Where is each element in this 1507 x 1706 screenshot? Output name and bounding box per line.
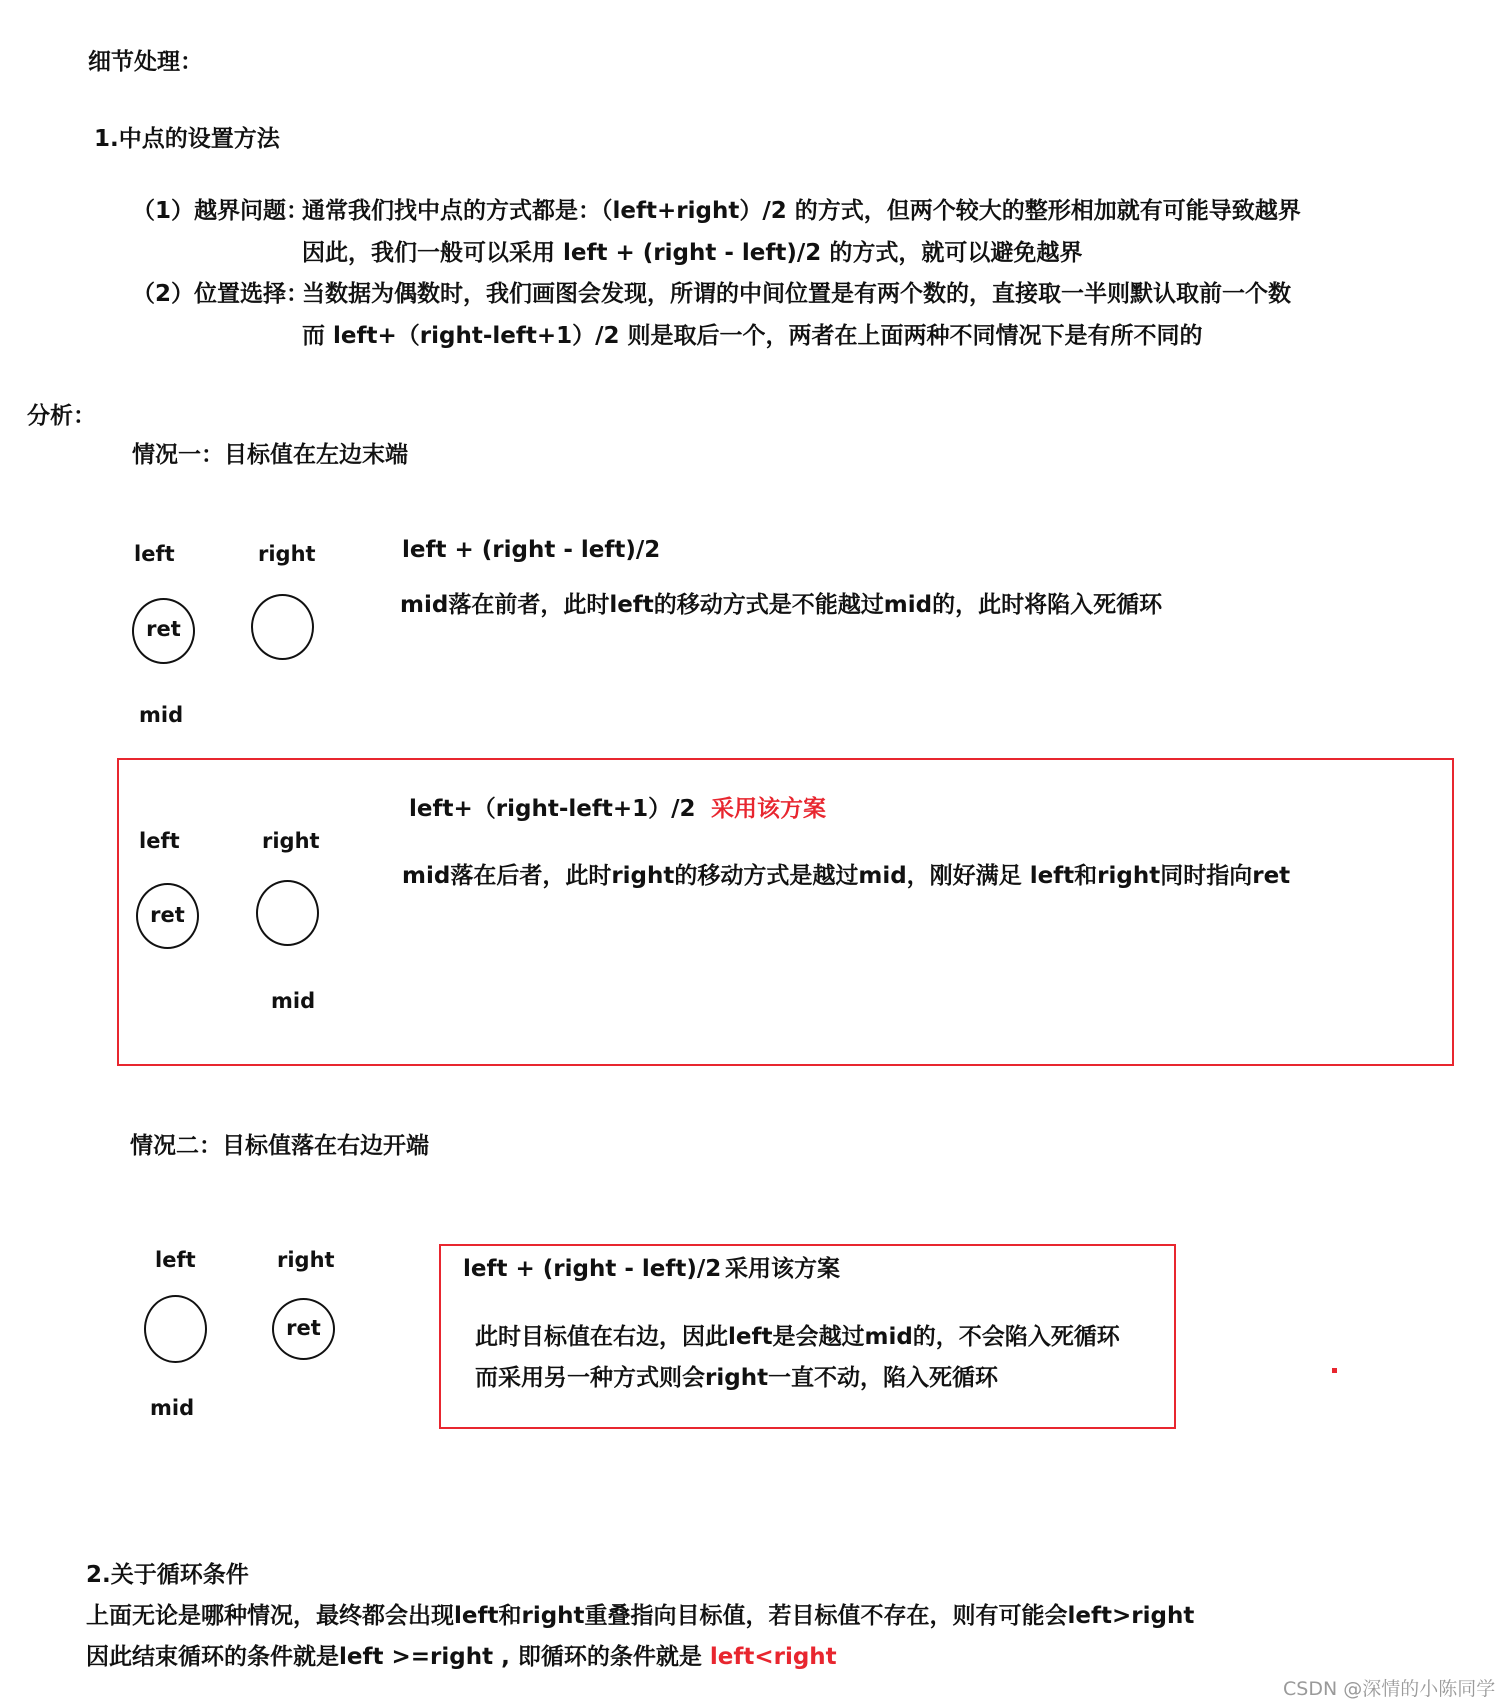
case1-empty-circle (251, 594, 314, 660)
case1-ret-label: ret (146, 617, 181, 641)
case1b-description: mid落在后者，此时right的移动方式是越过mid，刚好满足 left和right同时指向ret (402, 863, 1291, 889)
case2-line1: 此时目标值在右边，因此left是会越过mid的，不会陷入死循环 (475, 1324, 1120, 1350)
case1b-mid-label: mid (271, 989, 316, 1013)
case2-title: 情况二：目标值落在右边开端 (130, 1133, 429, 1159)
case2-empty-circle (144, 1295, 207, 1363)
item2-line2: 而 left+（right-left+1）/2 则是取后一个，两者在上面两种不同情况下是有所不同的 (302, 323, 1203, 349)
section2-line1: 上面无论是哪种情况，最终都会出现left和right重叠指向目标值，若目标值不存在，则有可能会left>right (86, 1603, 1195, 1629)
csdn-watermark: CSDN @深情的小陈同学 (1283, 1678, 1496, 1700)
case2-left-label: left (155, 1248, 196, 1272)
case1-formula: left + (right - left)/2 (402, 537, 661, 563)
item2-label: （2）位置选择： (132, 281, 310, 307)
red-dot-mark (1332, 1368, 1337, 1373)
case1-left-label: left (134, 542, 175, 566)
case1b-ret-label: ret (150, 903, 185, 927)
case1-title: 情况一：目标值在左边末端 (132, 442, 408, 468)
case1b-right-label: right (262, 829, 320, 853)
analysis-heading: 分析： (27, 403, 96, 429)
item1-line1: 通常我们找中点的方式都是：（left+right）/2 的方式，但两个较大的整形相加就有可能导致越界 (302, 198, 1301, 224)
section2-line2 (86, 1642, 837, 1672)
loop-condition-highlight: left<right (709, 1644, 837, 1670)
case1b-adopt-label: 采用该方案 (711, 796, 826, 822)
case2-line2: 而采用另一种方式则会right一直不动，陷入死循环 (475, 1365, 999, 1391)
case1-right-label: right (258, 542, 316, 566)
case2-formula: left + (right - left)/2 (463, 1256, 722, 1282)
section1-title: 1.中点的设置方法 (94, 126, 280, 152)
case2-adopt-label: 采用该方案 (725, 1256, 840, 1282)
case2-right-label: right (277, 1248, 335, 1272)
section2-title: 2.关于循环条件 (86, 1562, 249, 1588)
section2-line2-prefix: 因此结束循环的条件就是left >=right , 即循环的条件就是 (86, 1644, 710, 1670)
case2-ret-label: ret (286, 1316, 321, 1340)
case1b-formula: left+（right-left+1）/2 (409, 796, 696, 822)
item1-line2: 因此，我们一般可以采用 left + (right - left)/2 的方式，就可以避免越界 (302, 240, 1083, 266)
detail-heading: 细节处理： (88, 49, 203, 75)
case1-description: mid落在前者，此时left的移动方式是不能越过mid的，此时将陷入死循环 (400, 592, 1163, 618)
case1b-left-label: left (139, 829, 180, 853)
item1-label: （1）越界问题： (132, 198, 310, 224)
case1b-empty-circle (256, 880, 319, 946)
case1-mid-label: mid (139, 703, 184, 727)
item2-line1: 当数据为偶数时，我们画图会发现，所谓的中间位置是有两个数的，直接取一半则默认取前一个数 (302, 281, 1291, 307)
case2-mid-label: mid (150, 1396, 195, 1420)
